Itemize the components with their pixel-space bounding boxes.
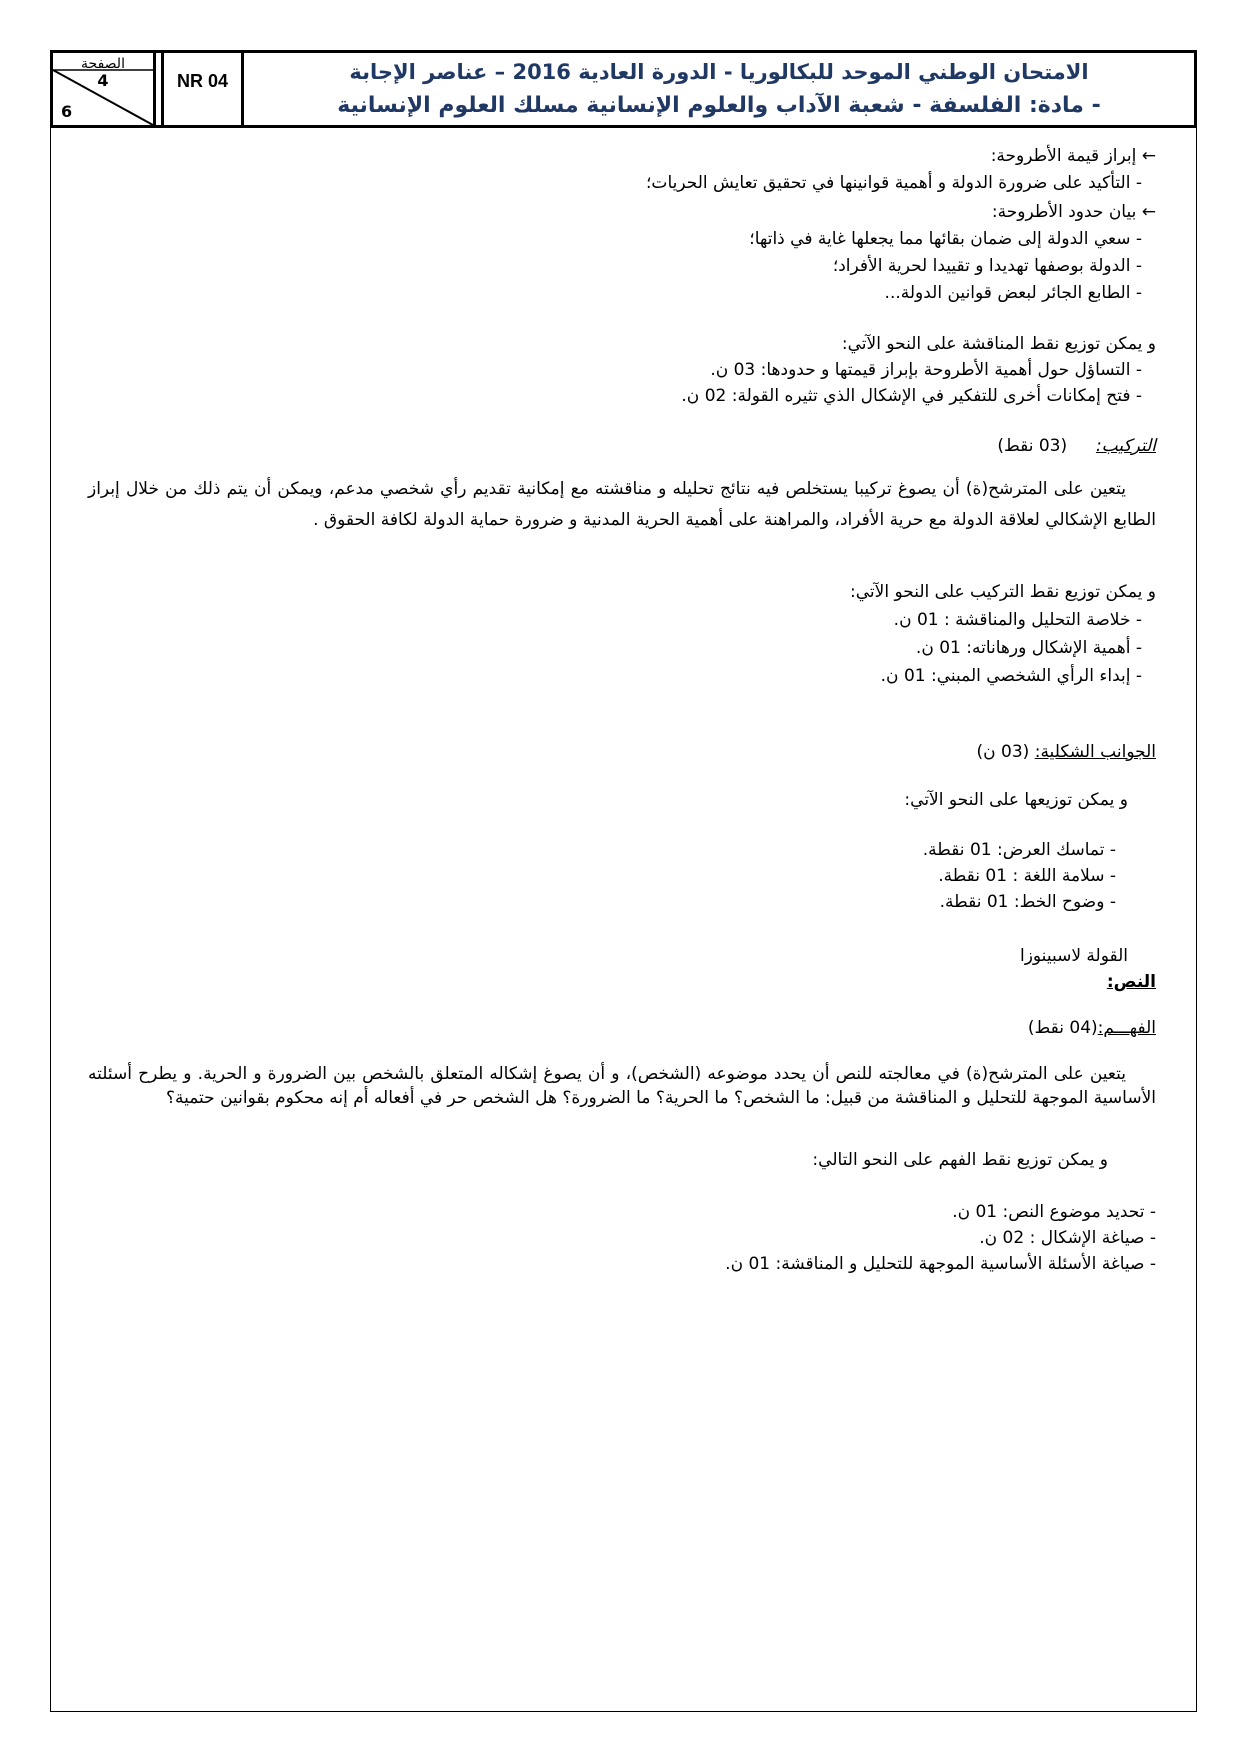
header-separator bbox=[156, 53, 164, 125]
title-line-2: - مادة: الفلسفة - شعبة الآداب والعلوم الإنسانية مسلك العلوم الإنسانية bbox=[337, 93, 1101, 118]
thesis-limits-heading: ← بيان حدود الأطروحة: bbox=[991, 202, 1156, 222]
formal-item: - سلامة اللغة : 01 نقطة. bbox=[938, 866, 1116, 886]
comprehension-item: - تحديد موضوع النص: 01 ن. bbox=[952, 1202, 1156, 1222]
synthesis-heading-line bbox=[997, 432, 1156, 461]
synthesis-item: - خلاصة التحليل والمناقشة : 01 ن. bbox=[893, 610, 1142, 630]
total-pages: 6 bbox=[61, 102, 73, 121]
formal-heading: الجوانب الشكلية: bbox=[1034, 742, 1156, 762]
thesis-value-heading: ← إبراز قيمة الأطروحة: bbox=[990, 146, 1156, 166]
comprehension-points: (04 نقط) bbox=[1027, 1018, 1098, 1038]
discussion-intro: و يمكن توزيع نقط المناقشة على النحو الآتي: bbox=[841, 334, 1156, 354]
thesis-limits-item: - سعي الدولة إلى ضمان بقائها مما يجعلها غاية في ذاتها؛ bbox=[749, 229, 1142, 249]
formal-item: - وضوح الخط: 01 نقطة. bbox=[939, 892, 1116, 912]
comprehension-paragraph: يتعين على المترشح(ة) في معالجته للنص أن يحدد موضوعه (الشخص)، و أن يصوغ إشكاله المتعلق بالشخص بين الضرورة و الحرية. و يطرح أسئلته الأساسية الموجهة للتحليل و المناقشة من قبيل: ما الشخص؟ ما الحرية؟ ما الضرورة؟ هل الشخص حر في أفعاله أم إنه محكوم بقوانين حتمية؟ bbox=[88, 1064, 1156, 1108]
quote-attribution: القولة لاسبينوزا bbox=[1019, 946, 1128, 966]
page-indicator bbox=[53, 53, 156, 125]
discussion-item: - التساؤل حول أهمية الأطروحة بإبراز قيمتها و حدودها: 03 ن. bbox=[710, 360, 1142, 380]
page-number: 4 bbox=[97, 71, 109, 90]
synthesis-paragraph: يتعين على المترشح(ة) أن يصوغ تركيبا يستخلص فيه نتائج تحليله و مناقشته مع إمكانية تقديم رأي شخصي مدعم، ويمكن أن يتم ذلك من خلال إبراز الطابع الإشكالي لعلاقة الدولة مع حرية الأفراد، والمراهنة على أهمية الحرية المدنية و ضرورة حماية الدولة لكافة الحقوق . bbox=[88, 479, 1156, 530]
thesis-limits-item: - الدولة بوصفها تهديدا و تقييدا لحرية الأفراد؛ bbox=[832, 256, 1142, 276]
formal-points: (03 ن) bbox=[976, 742, 1030, 762]
page-label: الصفحة bbox=[81, 56, 125, 72]
thesis-limits-item: - الطابع الجائر لبعض قوانين الدولة... bbox=[884, 283, 1142, 303]
formal-item: - تماسك العرض: 01 نقطة. bbox=[922, 840, 1116, 860]
comprehension-heading: الفهـــم: bbox=[1097, 1018, 1156, 1038]
formal-heading-line bbox=[977, 738, 1157, 767]
thesis-value-item: - التأكيد على ضرورة الدولة و أهمية قوانينها في تحقيق تعايش الحريات؛ bbox=[646, 173, 1142, 193]
formal-intro: و يمكن توزيعها على النحو الآتي: bbox=[904, 790, 1128, 810]
comprehension-intro: و يمكن توزيع نقط الفهم على النحو التالي: bbox=[812, 1150, 1108, 1170]
synthesis-points: (03 نقط) bbox=[997, 436, 1068, 456]
exam-code: NR 04 bbox=[164, 53, 244, 125]
comprehension-item: - صياغة الإشكال : 02 ن. bbox=[979, 1228, 1156, 1248]
comprehension-item: - صياغة الأسئلة الأساسية الموجهة للتحليل و المناقشة: 01 ن. bbox=[725, 1254, 1156, 1274]
synthesis-item: - أهمية الإشكال ورهاناته: 01 ن. bbox=[915, 638, 1142, 658]
synthesis-item: - إبداء الرأي الشخصي المبني: 01 ن. bbox=[880, 666, 1142, 686]
text-heading: النص: bbox=[1106, 972, 1156, 992]
synthesis-heading: التركيب: bbox=[1095, 436, 1156, 456]
exam-header bbox=[50, 50, 1197, 128]
comprehension-heading-line bbox=[1028, 1014, 1156, 1043]
synthesis-intro: و يمكن توزيع نقط التركيب على النحو الآتي: bbox=[850, 582, 1156, 602]
title-line-1: الامتحان الوطني الموحد للبكالوريا - الدورة العادية 2016 – عناصر الإجابة bbox=[349, 60, 1089, 84]
exam-titles bbox=[244, 53, 1194, 125]
discussion-item: - فتح إمكانات أخرى للتفكير في الإشكال الذي تثيره القولة: 02 ن. bbox=[681, 386, 1142, 406]
